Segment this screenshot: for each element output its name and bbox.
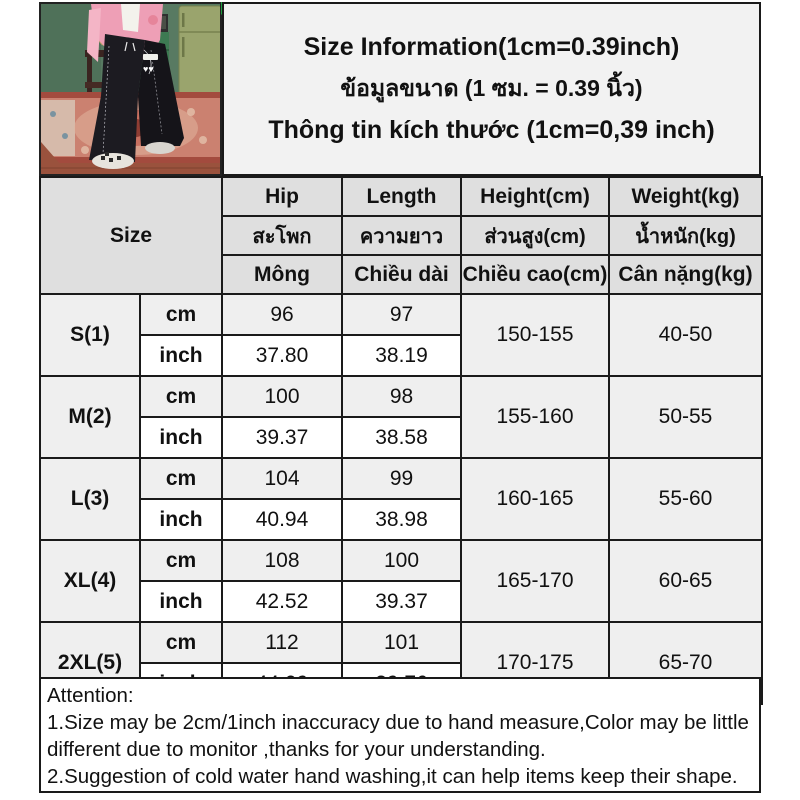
- header-height-en: Height(cm): [461, 177, 609, 216]
- table-row: [40, 622, 762, 663]
- hip-inch-l: 40.94: [222, 499, 342, 540]
- title-thai: ข้อมูลขนาด (1 ซม. = 0.39 นิ้ว): [340, 75, 643, 101]
- weight-range-2xl: 65-70: [609, 622, 762, 704]
- weight-range-xl: 60-65: [609, 540, 762, 622]
- header-hip-th: สะโพก: [222, 216, 342, 255]
- header-length-vi: Chiều dài: [342, 255, 461, 294]
- product-photo-illustration: [41, 4, 220, 174]
- size-name-m: M(2): [40, 376, 140, 458]
- unit-inch: inch: [140, 335, 222, 376]
- attention-note-2: 2.Suggestion of cold water hand washing,it can help items keep their shape.: [47, 765, 738, 788]
- hip-cm-m: 100: [222, 376, 342, 417]
- header-hip-en: Hip: [222, 177, 342, 216]
- title-box: [222, 2, 761, 176]
- table-row: [40, 294, 762, 335]
- table-row: [40, 458, 762, 499]
- header-length-en: Length: [342, 177, 461, 216]
- hip-cm-xl: 108: [222, 540, 342, 581]
- height-range-m: 155-160: [461, 376, 609, 458]
- header-weight-vi: Cân nặng(kg): [609, 255, 762, 294]
- height-range-xl: 165-170: [461, 540, 609, 622]
- unit-cm: cm: [140, 294, 222, 335]
- length-inch-m: 38.58: [342, 417, 461, 458]
- unit-cm: cm: [140, 540, 222, 581]
- title-vietnamese: Thông tin kích thước (1cm=0,39 inch): [268, 116, 715, 144]
- length-cm-s: 97: [342, 294, 461, 335]
- unit-cm: cm: [140, 622, 222, 663]
- size-table: [39, 176, 763, 705]
- waist-tag: [143, 54, 158, 60]
- hip-cm-2xl: 112: [222, 622, 342, 663]
- weight-range-s: 40-50: [609, 294, 762, 376]
- hip-inch-xl: 42.52: [222, 581, 342, 622]
- product-photo: [39, 2, 222, 176]
- refrigerator: [179, 6, 220, 98]
- unit-inch: inch: [140, 581, 222, 622]
- attention-note-1: 1.Size may be 2cm/1inch inaccuracy due to hand measure,Color may be little different due to monitor ,thanks for your understanding.: [47, 711, 749, 761]
- unit-cm: cm: [140, 376, 222, 417]
- hip-inch-s: 37.80: [222, 335, 342, 376]
- length-cm-l: 99: [342, 458, 461, 499]
- unit-inch: inch: [140, 417, 222, 458]
- hip-inch-m: 39.37: [222, 417, 342, 458]
- title-english: Size Information(1cm=0.39inch): [303, 33, 680, 61]
- height-range-s: 150-155: [461, 294, 609, 376]
- height-range-2xl: 170-175: [461, 622, 609, 704]
- table-row: [40, 376, 762, 417]
- unit-cm: cm: [140, 458, 222, 499]
- heart-print: ♥♥: [143, 64, 154, 74]
- header-weight-en: Weight(kg): [609, 177, 762, 216]
- right-shoe: [145, 142, 175, 154]
- size-column-header: Size: [40, 177, 222, 294]
- length-cm-2xl: 101: [342, 622, 461, 663]
- header-length-th: ความยาว: [342, 216, 461, 255]
- attention-heading: Attention:: [47, 684, 134, 707]
- header-hip-vi: Mông: [222, 255, 342, 294]
- length-cm-xl: 100: [342, 540, 461, 581]
- weight-range-l: 55-60: [609, 458, 762, 540]
- weight-range-m: 50-55: [609, 376, 762, 458]
- size-name-xl: XL(4): [40, 540, 140, 622]
- header-row-english: [40, 177, 762, 216]
- white-shirt: [121, 4, 140, 32]
- unit-inch: inch: [140, 499, 222, 540]
- header-weight-th: น้ำหนัก(kg): [609, 216, 762, 255]
- hip-cm-s: 96: [222, 294, 342, 335]
- length-inch-l: 38.98: [342, 499, 461, 540]
- length-inch-xl: 39.37: [342, 581, 461, 622]
- hip-cm-l: 104: [222, 458, 342, 499]
- height-range-l: 160-165: [461, 458, 609, 540]
- header-height-th: ส่วนสูง(cm): [461, 216, 609, 255]
- length-cm-m: 98: [342, 376, 461, 417]
- size-name-l: L(3): [40, 458, 140, 540]
- attention-box: [39, 677, 761, 793]
- size-name-s: S(1): [40, 294, 140, 376]
- header-height-vi: Chiều cao(cm): [461, 255, 609, 294]
- size-name-2xl: 2XL(5): [40, 622, 140, 704]
- length-inch-s: 38.19: [342, 335, 461, 376]
- table-row: [40, 540, 762, 581]
